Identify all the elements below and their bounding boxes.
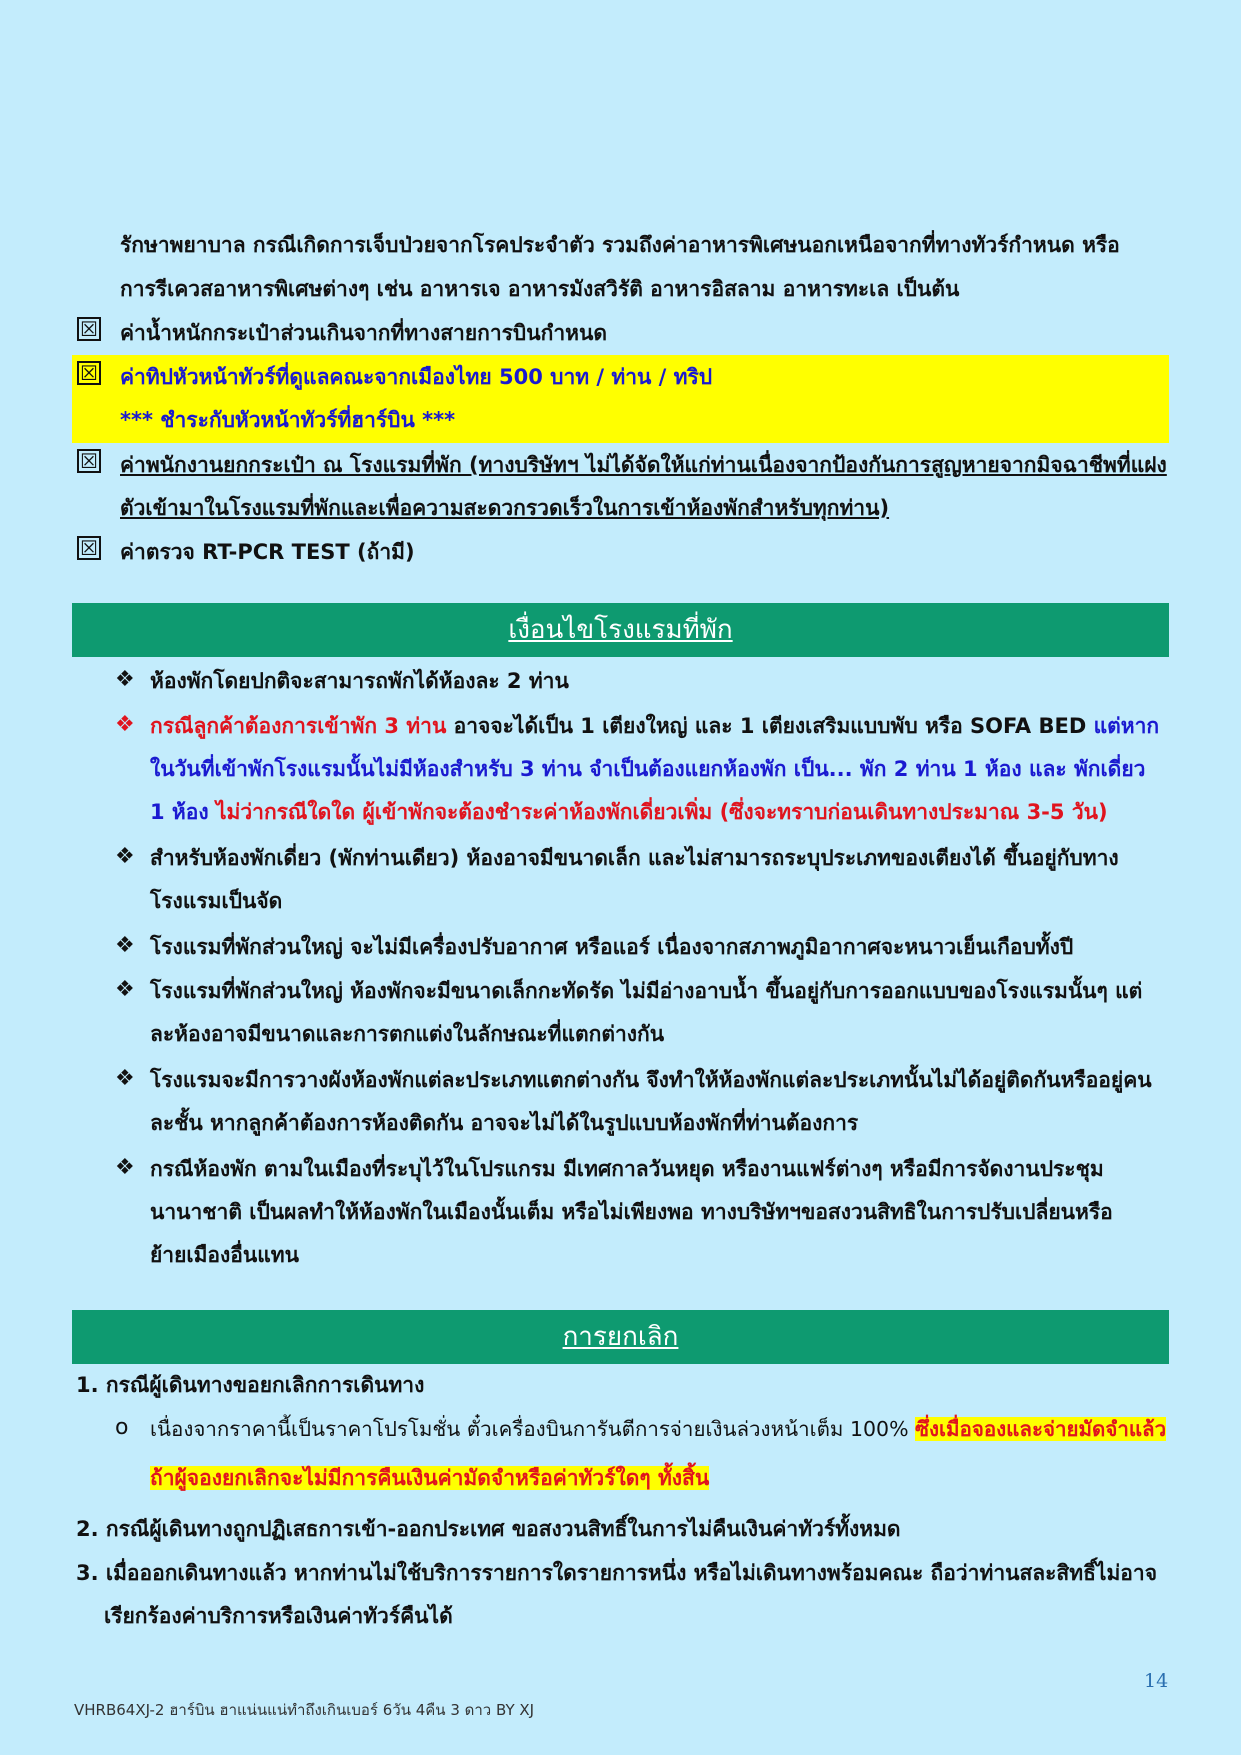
cancel-item-1a-highlight-2: ถ้าผู้จองยกเลิกจะไม่มีการคืนเงินค่ามัดจำหรือค่าทัวร์ใดๆ ทั้งสิ้น	[150, 1466, 710, 1490]
circle-bullet-icon: o	[115, 1415, 129, 1440]
diamond-bullet-icon: ❖	[115, 712, 135, 737]
diamond-bullet-icon: ❖	[115, 667, 135, 692]
diamond-bullet-icon: ❖	[115, 1155, 135, 1180]
excluded-item-tip-line-1: ค่าทิปหัวหน้าทัวร์ที่ดูแลคณะจากเมืองไทย 500 บาท / ท่าน / ทริป	[120, 365, 713, 389]
hotel-bullet-2-line-2: ในวันที่เข้าพักโรงแรมนั้นไม่มีห้องสำหรับ 3 ท่าน จำเป็นต้องแยกห้องพัก เป็น... พัก 2 ท่าน 1 ห้อง และ พักเดี่ยว	[150, 757, 1146, 781]
hotel-bullet-2-line-3-blue: 1 ห้อง	[150, 800, 209, 824]
hotel-bullet-3-line-2: โรงแรมเป็นจัด	[150, 889, 283, 913]
excluded-continuation-line-1: รักษาพยาบาล กรณีเกิดการเจ็บป่วยจากโรคประจำตัว รวมถึงค่าอาหารพิเศษนอกเหนือจากที่ทางทัวร์กำหนด หรือ	[120, 233, 1120, 257]
hotel-section-title: เงื่อนไขโรงแรมที่พัก	[72, 603, 1169, 657]
diamond-bullet-icon: ❖	[115, 933, 135, 958]
cancel-item-1: 1. กรณีผู้เดินทางขอยกเลิกการเดินทาง	[76, 1373, 425, 1397]
hotel-bullet-6-line-1: โรงแรมจะมีการวางผังห้องพักแต่ละประเภทแตกต่างกัน จึงทำให้ห้องพักแต่ละประเภทนั้นไม่ได้อยู่ติดกันหรืออยู่คน	[150, 1068, 1152, 1092]
hotel-bullet-2-red-text: กรณีลูกค้าต้องการเข้าพัก 3 ท่าน	[150, 714, 447, 738]
hotel-bullet-2-blue-text: แต่หาก	[1093, 714, 1160, 738]
diamond-bullet-icon: ❖	[115, 1066, 135, 1091]
cancel-item-3-line-1: 3. เมื่อออกเดินทางแล้ว หากท่านไม่ใช้บริการรายการใดรายการหนึ่ง หรือไม่เดินทางพร้อมคณะ ถือว่าท่านสละสิทธิ์ไม่อาจ	[76, 1561, 1158, 1585]
hotel-bullet-2-black-text: อาจจะได้เป็น 1 เตียงใหญ่ และ 1 เตียงเสริมแบบพับ หรือ SOFA BED	[446, 714, 1094, 738]
cancel-item-1a-line-1	[150, 1414, 1166, 1444]
cancel-item-1a-line-2	[150, 1463, 709, 1493]
checkbox-crossed-icon: ☒	[77, 361, 101, 385]
checkbox-crossed-icon: ☒	[77, 449, 101, 473]
excluded-item-luggage: ค่าน้ำหนักกระเป๋าส่วนเกินจากที่ทางสายการบินกำหนด	[120, 321, 607, 345]
excluded-item-porter-line-2: ตัวเข้ามาในโรงแรมที่พักและเพื่อความสะดวกรวดเร็วในการเข้าห้องพักสำหรับทุกท่าน)	[120, 496, 890, 520]
excluded-item-porter-line-1: ค่าพนักงานยกกระเป๋า ณ โรงแรมที่พัก (ทางบริษัทฯ ไม่ได้จัดให้แก่ท่านเนื่องจากป้องกันการสูญหายจากมิจฉาชีพที่แฝง	[120, 453, 1167, 477]
cancel-item-1a-normal: เนื่องจากราคานี้เป็นราคาโปรโมชั่น ตั๋วเครื่องบินการันตีการจ่ายเงินล่วงหน้าเต็ม 100%	[150, 1417, 916, 1441]
hotel-bullet-4: โรงแรมที่พักส่วนใหญ่ จะไม่มีเครื่องปรับอากาศ หรือแอร์ เนื่องจากสภาพภูมิอากาศจะหนาวเย็นเกือบทั้งปี	[150, 935, 1074, 959]
page-number: 14	[1144, 1670, 1169, 1692]
footer-text: VHRB64XJ-2 ฮาร์บิน ฮาแน่นแน่ทำถึงเกินเบอร์ 6วัน 4คืน 3 ดาว BY XJ	[74, 1701, 535, 1719]
excluded-continuation-line-2: การรีเควสอาหารพิเศษต่างๆ เช่น อาหารเจ อาหารมังสวิรัติ อาหารอิสลาม อาหารทะเล เป็นต้น	[120, 277, 960, 301]
excluded-item-tip-line-2: *** ชำระกับหัวหน้าทัวร์ที่ฮาร์บิน ***	[120, 408, 456, 432]
hotel-bullet-5-line-1: โรงแรมที่พักส่วนใหญ่ ห้องพักจะมีขนาดเล็กกะทัดรัด ไม่มีอ่างอาบน้ำ ขึ้นอยู่กับการออกแบบของโรงแรมนั้นๆ แต่	[150, 979, 1143, 1003]
hotel-bullet-7-line-2: นานาชาติ เป็นผลทำให้ห้องพักในเมืองนั้นเต็ม หรือไม่เพียงพอ ทางบริษัทฯขอสงวนสิทธิในการปรับเปลี่ยนหรือ	[150, 1200, 1113, 1224]
cancel-item-3-line-2: เรียกร้องค่าบริการหรือเงินค่าทัวร์คืนได้	[104, 1604, 453, 1628]
hotel-bullet-2-line-1	[150, 711, 1159, 741]
hotel-bullet-2-line-3	[150, 797, 1108, 827]
excluded-item-rtpcr: ค่าตรวจ RT-PCR TEST (ถ้ามี)	[120, 540, 415, 564]
hotel-bullet-7-line-3: ย้ายเมืองอื่นแทน	[150, 1243, 299, 1267]
cancel-item-2: 2. กรณีผู้เดินทางถูกปฏิเสธการเข้า-ออกประเทศ ขอสงวนสิทธิ์ในการไม่คืนเงินค่าทัวร์ทั้งหมด	[76, 1517, 901, 1541]
checkbox-crossed-icon: ☒	[77, 317, 101, 341]
hotel-bullet-1: ห้องพักโดยปกติจะสามารถพักได้ห้องละ 2 ท่าน	[150, 669, 569, 693]
hotel-bullet-7-line-1: กรณีห้องพัก ตามในเมืองที่ระบุไว้ในโปรแกรม มีเทศกาลวันหยุด หรืองานแฟร์ต่างๆ หรือมีการจัดงานประชุม	[150, 1157, 1104, 1181]
diamond-bullet-icon: ❖	[115, 977, 135, 1002]
hotel-bullet-2-line-3-red: ไม่ว่ากรณีใดใด ผู้เข้าพักจะต้องชำระค่าห้องพักเดี่ยวเพิ่ม (ซึ่งจะทราบก่อนเดินทางประมาณ 3-5 วัน)	[208, 800, 1108, 824]
hotel-bullet-6-line-2: ละชั้น หากลูกค้าต้องการห้องติดกัน อาจจะไม่ได้ในรูปแบบห้องพักที่ท่านต้องการ	[150, 1111, 859, 1135]
diamond-bullet-icon: ❖	[115, 844, 135, 869]
cancel-item-1a-highlight-1: ซึ่งเมื่อจองและจ่ายมัดจำแล้ว	[915, 1417, 1167, 1441]
checkbox-crossed-icon: ☒	[77, 536, 101, 560]
cancel-section-title: การยกเลิก	[72, 1310, 1169, 1364]
hotel-bullet-3-line-1: สำหรับห้องพักเดี่ยว (พักท่านเดียว) ห้องอาจมีขนาดเล็ก และไม่สามารถระบุประเภทของเตียงได้ ขึ้นอยู่กับทาง	[150, 846, 1119, 870]
hotel-bullet-5-line-2: ละห้องอาจมีขนาดและการตกแต่งในลักษณะที่แตกต่างกัน	[150, 1022, 665, 1046]
